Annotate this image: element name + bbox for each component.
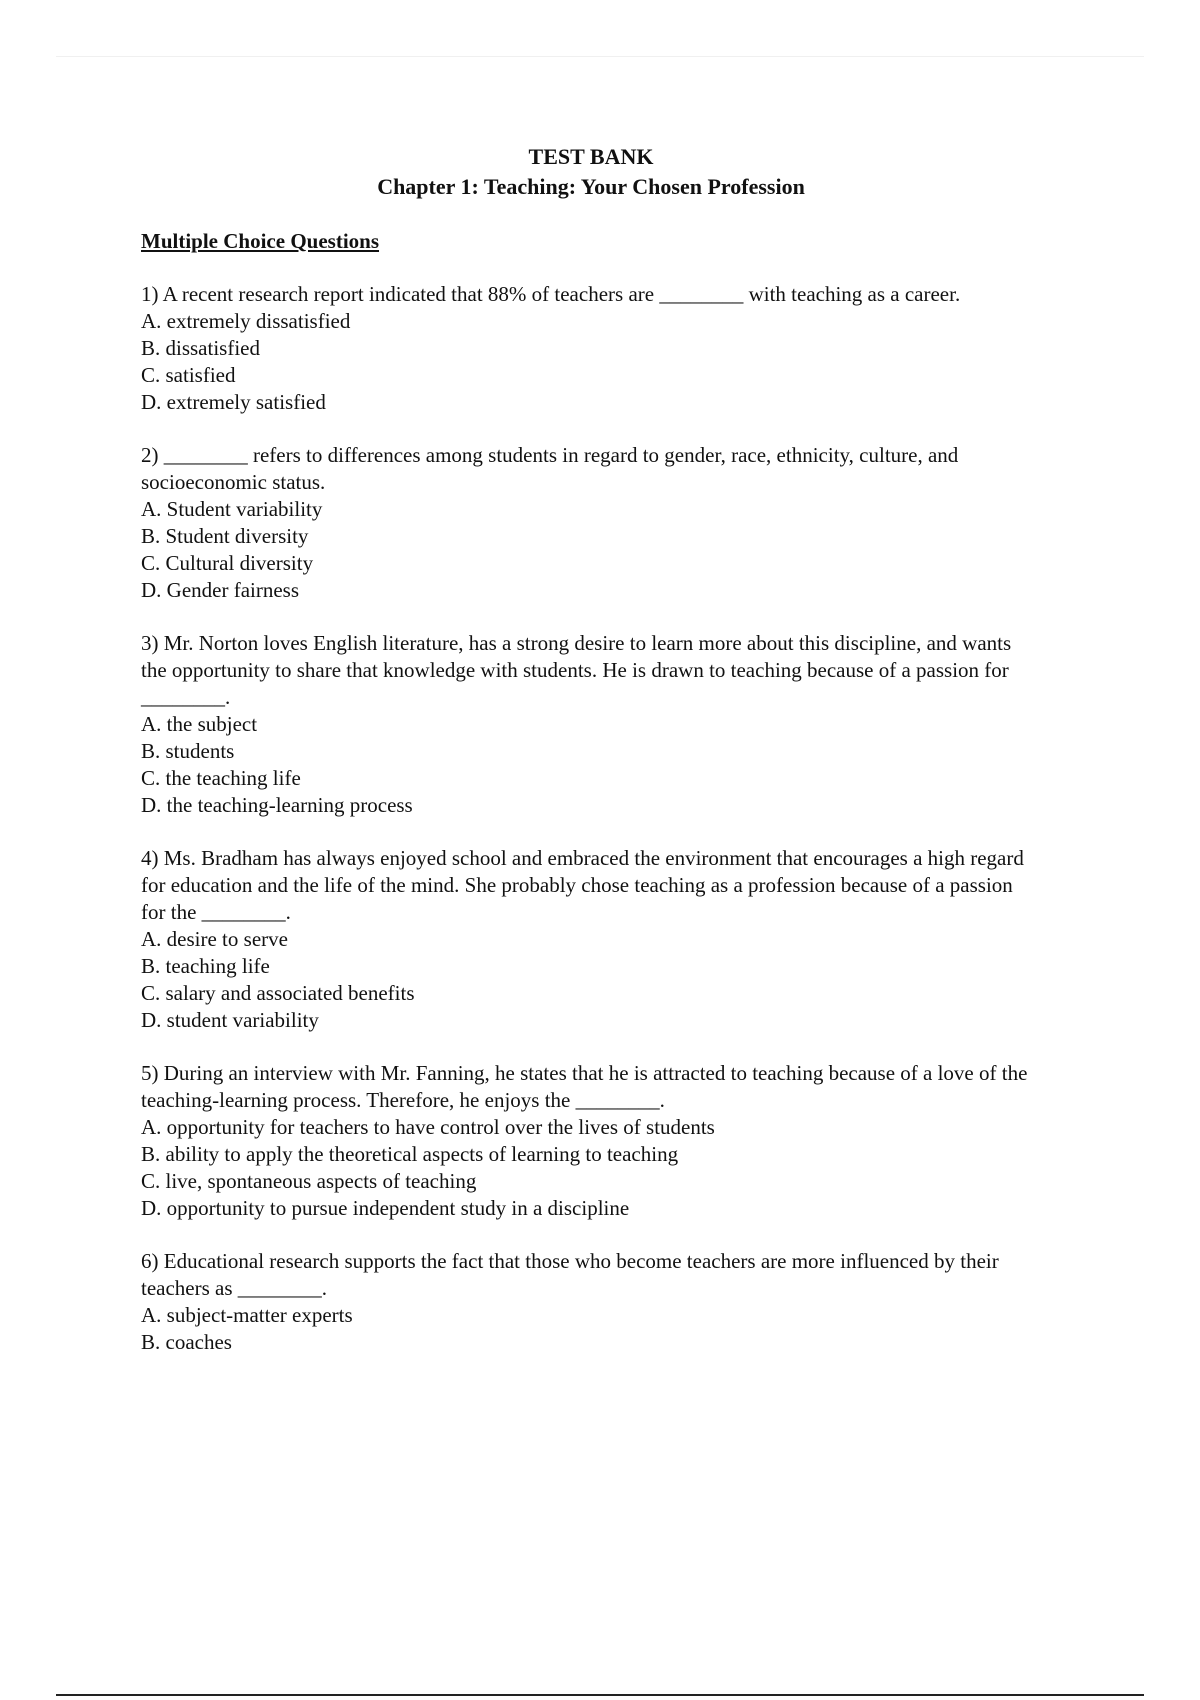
question-stem: 1) A recent research report indicated that 88% of teachers are ________ with teaching as a career. bbox=[141, 282, 961, 306]
document-header bbox=[141, 142, 1041, 202]
answer-option-d: D. the teaching-learning process bbox=[141, 793, 413, 817]
answer-option-d: D. extremely satisfied bbox=[141, 390, 326, 414]
answer-option-a: A. the subject bbox=[141, 712, 258, 736]
answer-option-a: A. opportunity for teachers to have control over the lives of students bbox=[141, 1115, 715, 1139]
answer-option-c: C. Cultural diversity bbox=[141, 551, 314, 575]
chapter-title: Chapter 1: Teaching: Your Chosen Profession bbox=[377, 174, 805, 199]
answer-option-a: A. desire to serve bbox=[141, 927, 288, 951]
answer-option-d: D. Gender fairness bbox=[141, 578, 300, 602]
answer-option-d: D. student variability bbox=[141, 1008, 319, 1032]
section-heading: Multiple Choice Questions bbox=[141, 229, 380, 253]
answer-option-a: A. subject-matter experts bbox=[141, 1303, 353, 1327]
question-2 bbox=[141, 442, 1041, 604]
question-stem: 2) ________ refers to differences among students in regard to gender, race, ethnicity, culture, and socioeconomic status. bbox=[141, 443, 959, 494]
question-6 bbox=[141, 1248, 1041, 1356]
test-bank-page bbox=[141, 142, 1041, 1356]
question-3 bbox=[141, 630, 1041, 819]
answer-option-d: D. opportunity to pursue independent study in a discipline bbox=[141, 1196, 630, 1220]
question-1 bbox=[141, 281, 1041, 416]
answer-option-b: B. teaching life bbox=[141, 954, 270, 978]
question-4 bbox=[141, 845, 1041, 1034]
answer-option-b: B. ability to apply the theoretical aspects of learning to teaching bbox=[141, 1142, 679, 1166]
answer-option-c: C. live, spontaneous aspects of teaching bbox=[141, 1169, 477, 1193]
question-stem: 4) Ms. Bradham has always enjoyed school and embraced the environment that encourages a high regard for education and the life of the mind. She probably chose teaching as a profession because of a passion for the ________. bbox=[141, 846, 1024, 924]
answer-option-b: B. Student diversity bbox=[141, 524, 309, 548]
answer-option-b: B. dissatisfied bbox=[141, 336, 260, 360]
answer-option-c: C. the teaching life bbox=[141, 766, 301, 790]
answer-option-a: A. Student variability bbox=[141, 497, 323, 521]
question-5 bbox=[141, 1060, 1041, 1222]
answer-option-b: B. coaches bbox=[141, 1330, 232, 1354]
answer-option-b: B. students bbox=[141, 739, 235, 763]
document-title: TEST BANK bbox=[528, 144, 654, 169]
page-bottom-divider bbox=[56, 1694, 1144, 1696]
answer-option-c: C. satisfied bbox=[141, 363, 236, 387]
answer-option-a: A. extremely dissatisfied bbox=[141, 309, 351, 333]
question-stem: 6) Educational research supports the fact that those who become teachers are more influenced by their teachers as ________. bbox=[141, 1249, 999, 1300]
answer-option-c: C. salary and associated benefits bbox=[141, 981, 415, 1005]
question-stem: 5) During an interview with Mr. Fanning, he states that he is attracted to teaching because of a love of the teaching-learning process. Therefore, he enjoys the ________. bbox=[141, 1061, 1028, 1112]
page-top-divider bbox=[56, 56, 1144, 57]
question-stem: 3) Mr. Norton loves English literature, has a strong desire to learn more about this discipline, and wants the opportunity to share that knowledge with students. He is drawn to teaching because of a passion for ________. bbox=[141, 631, 1012, 709]
